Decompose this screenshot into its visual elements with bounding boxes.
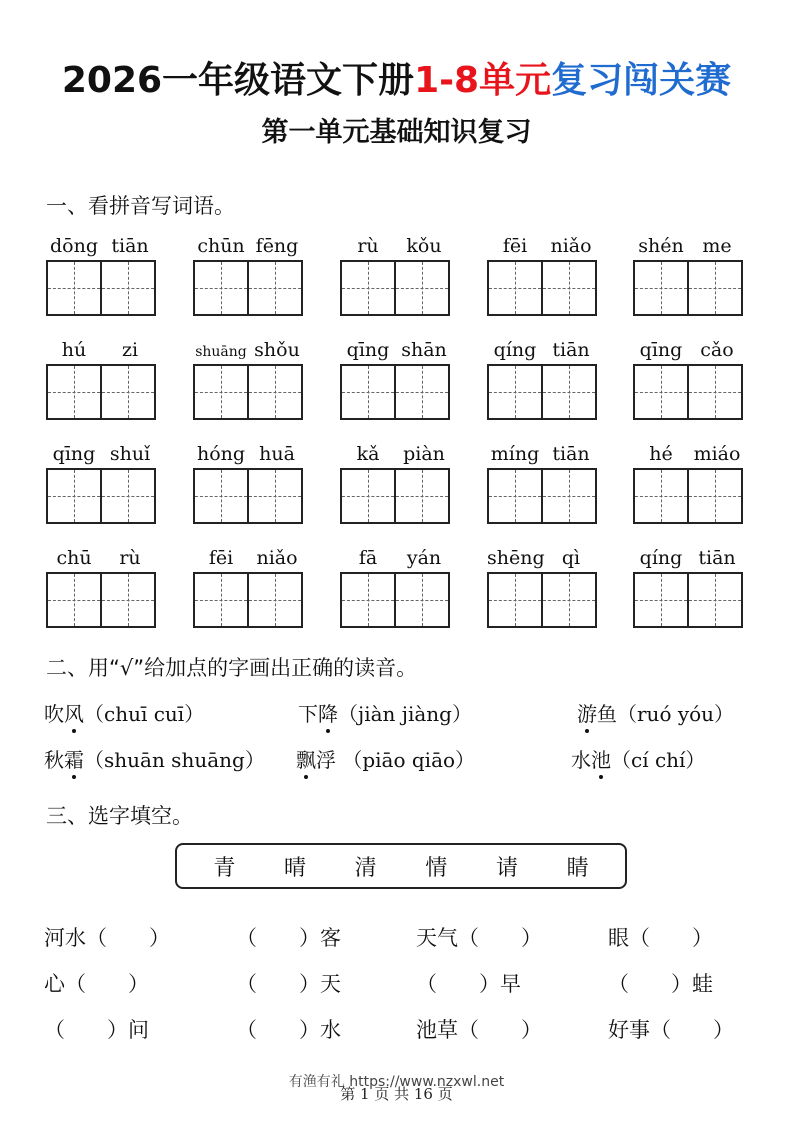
pinyin-label: kǎ <box>356 443 380 465</box>
writing-box[interactable] <box>633 572 689 628</box>
pinyin-label: fēi <box>208 547 234 569</box>
writing-box[interactable] <box>193 260 249 316</box>
writing-box[interactable] <box>247 572 303 628</box>
fill-in-blank-item[interactable]: （ ）蛙 <box>608 972 713 996</box>
dotted-character: 飘 <box>296 744 316 773</box>
pinyin-label: shān <box>401 339 447 361</box>
pinyin-label: qīng <box>52 443 96 465</box>
word-prefix: 秋 <box>44 748 64 772</box>
dotted-character: 池 <box>591 744 611 773</box>
writing-box[interactable] <box>633 364 689 420</box>
writing-box[interactable] <box>100 260 156 316</box>
pinyin-label: rù <box>119 547 141 569</box>
pinyin-label: qīng <box>639 339 683 361</box>
fill-in-blank-item[interactable]: 天气（ ） <box>416 926 542 950</box>
writing-box[interactable] <box>487 260 543 316</box>
pinyin-label: chūn <box>197 235 245 257</box>
pinyin-label: qì <box>561 547 581 569</box>
writing-box[interactable] <box>687 364 743 420</box>
writing-box[interactable] <box>394 260 450 316</box>
writing-box[interactable] <box>340 260 396 316</box>
fill-in-blank-item[interactable]: 池草（ ） <box>416 1018 542 1042</box>
writing-box[interactable] <box>633 260 689 316</box>
fill-in-blank-item[interactable]: （ ）问 <box>44 1018 149 1042</box>
pinyin-label: qīng <box>346 339 390 361</box>
page-title <box>0 52 793 103</box>
pinyin-label: qíng <box>493 339 537 361</box>
title-part-grade: 2026一年级语文下册 <box>61 60 415 101</box>
pinyin-label: hú <box>61 339 87 361</box>
pinyin-label: míng <box>490 443 540 465</box>
writing-box[interactable] <box>46 468 102 524</box>
writing-box[interactable] <box>46 364 102 420</box>
writing-box[interactable] <box>394 572 450 628</box>
pinyin-label: dōng <box>49 235 98 257</box>
writing-box[interactable] <box>100 364 156 420</box>
dotted-character: 降 <box>318 698 338 727</box>
pinyin-label: zi <box>121 339 139 361</box>
pinyin-label: shēng <box>487 547 545 569</box>
writing-box[interactable] <box>687 468 743 524</box>
pinyin-options[interactable]: （shuān shuāng） <box>84 748 265 772</box>
section-2-title: 二、用“√”给加点的字画出正确的读音。 <box>46 656 418 680</box>
word-prefix: 水 <box>571 748 591 772</box>
choice-character: 青 <box>213 855 236 881</box>
pinyin-options[interactable]: （piāo qiāo） <box>336 748 476 772</box>
writing-box[interactable] <box>487 468 543 524</box>
pinyin-label: tiān <box>698 547 736 569</box>
fill-in-blank-item[interactable]: （ ）早 <box>416 972 521 996</box>
pinyin-label: me <box>702 235 732 257</box>
fill-in-blank-item[interactable]: 好事（ ） <box>608 1018 734 1042</box>
pinyin-label: fēi <box>502 235 528 257</box>
choice-character: 情 <box>425 855 448 881</box>
pinyin-label: shuāng <box>195 344 247 360</box>
page-number: 第 1 页 共 16 页 <box>340 1085 453 1103</box>
pinyin-label: niǎo <box>256 547 298 569</box>
pinyin-label: huā <box>259 443 295 465</box>
word-suffix: 鱼 <box>597 702 617 726</box>
writing-box[interactable] <box>100 468 156 524</box>
writing-box[interactable] <box>193 468 249 524</box>
pinyin-label: kǒu <box>406 235 442 257</box>
pinyin-label: fēng <box>255 235 299 257</box>
writing-box[interactable] <box>394 468 450 524</box>
writing-box[interactable] <box>193 364 249 420</box>
reading-choice-item[interactable] <box>577 698 734 727</box>
choice-character: 请 <box>495 855 518 881</box>
writing-box[interactable] <box>193 572 249 628</box>
writing-box[interactable] <box>340 572 396 628</box>
writing-box[interactable] <box>46 572 102 628</box>
writing-box[interactable] <box>687 572 743 628</box>
word-prefix: 吹 <box>44 702 64 726</box>
title-part-units: 1-8单元 <box>414 60 552 101</box>
title-part-contest: 复习闯关赛 <box>551 60 732 101</box>
character-choice-box <box>175 843 627 889</box>
pinyin-label: rù <box>357 235 379 257</box>
footer-watermark: 有渔有礼 https://www.nzxwl.net <box>288 1074 505 1090</box>
choice-character: 清 <box>354 855 377 881</box>
writing-box[interactable] <box>541 364 597 420</box>
pinyin-options[interactable]: （ruó yóu） <box>617 702 735 726</box>
pinyin-options[interactable]: （chuī cuī） <box>84 702 205 726</box>
fill-in-blank-item[interactable]: 河水（ ） <box>44 926 170 950</box>
reading-choice-item[interactable] <box>44 744 265 773</box>
pinyin-label: miáo <box>693 443 741 465</box>
writing-box[interactable] <box>340 468 396 524</box>
pinyin-label: tiān <box>111 235 149 257</box>
reading-choice-item[interactable] <box>571 744 705 773</box>
pinyin-label: shuǐ <box>109 443 151 465</box>
dotted-character: 霜 <box>64 744 84 773</box>
writing-box[interactable] <box>340 364 396 420</box>
pinyin-label: tiān <box>552 443 590 465</box>
writing-box[interactable] <box>100 572 156 628</box>
writing-box[interactable] <box>394 364 450 420</box>
writing-box[interactable] <box>487 364 543 420</box>
pinyin-label: chū <box>56 547 92 569</box>
writing-box[interactable] <box>247 364 303 420</box>
choice-character: 晴 <box>283 855 306 881</box>
writing-box[interactable] <box>687 260 743 316</box>
dotted-character: 游 <box>577 698 597 727</box>
pinyin-label: hé <box>649 443 673 465</box>
page-subtitle: 第一单元基础知识复习 <box>261 117 532 148</box>
pinyin-label: piàn <box>403 443 445 465</box>
reading-choice-item[interactable] <box>296 744 475 773</box>
dotted-character: 风 <box>64 698 84 727</box>
reading-choice-item[interactable] <box>298 698 472 727</box>
pinyin-options[interactable]: （jiàn jiàng） <box>338 702 472 726</box>
writing-box[interactable] <box>541 572 597 628</box>
pinyin-label: cǎo <box>700 339 734 361</box>
section-1-title: 一、看拼音写词语。 <box>46 194 235 218</box>
reading-choice-item[interactable] <box>44 698 204 727</box>
fill-in-blank-item[interactable]: （ ）天 <box>236 972 341 996</box>
writing-box[interactable] <box>541 468 597 524</box>
pinyin-label: niǎo <box>550 235 592 257</box>
pinyin-label: fā <box>358 547 378 569</box>
pinyin-label: shén <box>638 235 684 257</box>
fill-in-blank-item[interactable]: 眼（ ） <box>608 926 713 950</box>
word-suffix: 浮 <box>316 748 336 772</box>
choice-character: 睛 <box>566 855 589 881</box>
writing-box[interactable] <box>541 260 597 316</box>
pinyin-label: shǒu <box>254 339 300 361</box>
pinyin-label: hóng <box>196 443 246 465</box>
pinyin-label: yán <box>406 547 442 569</box>
writing-box[interactable] <box>487 572 543 628</box>
pinyin-options[interactable]: （cí chí） <box>611 748 706 772</box>
word-prefix: 下 <box>298 702 318 726</box>
writing-box[interactable] <box>247 260 303 316</box>
fill-in-blank-item[interactable]: 心（ ） <box>44 972 149 996</box>
pinyin-label: tiān <box>552 339 590 361</box>
fill-in-blank-item[interactable]: （ ）客 <box>236 926 341 950</box>
fill-in-blank-item[interactable]: （ ）水 <box>236 1018 341 1042</box>
writing-box[interactable] <box>633 468 689 524</box>
pinyin-label: qíng <box>639 547 683 569</box>
writing-box[interactable] <box>46 260 102 316</box>
writing-box[interactable] <box>247 468 303 524</box>
section-3-title: 三、选字填空。 <box>46 804 193 828</box>
